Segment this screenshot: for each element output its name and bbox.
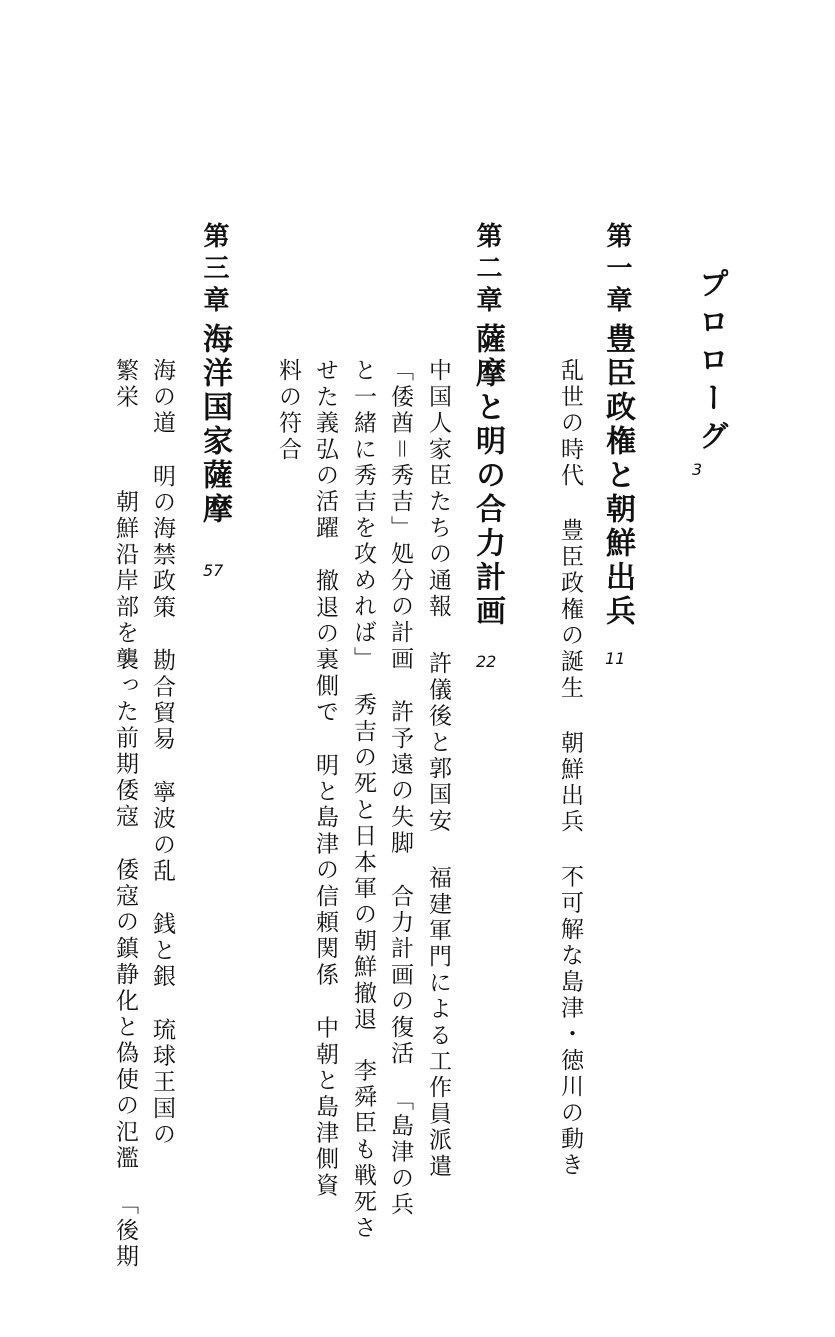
prologue-title[interactable]: プロローグ bbox=[693, 268, 728, 458]
chapter-3-page-number: 57 bbox=[203, 561, 224, 580]
toc-item[interactable]: せた義弘の活躍 bbox=[312, 358, 338, 542]
chapter-3-title[interactable]: 海洋国家薩摩 bbox=[197, 323, 232, 527]
toc-item[interactable]: 乱世の時代 bbox=[557, 358, 583, 489]
chapter-2-line-2 bbox=[388, 358, 411, 1218]
toc-item[interactable]: 秀吉の死と日本軍の朝鮮撤退 bbox=[350, 692, 376, 1034]
toc-item[interactable]: 琉球王国の bbox=[149, 1017, 175, 1149]
prologue-page-number: 3 bbox=[692, 460, 703, 479]
toc-item[interactable]: 明の海禁政策 bbox=[149, 463, 175, 621]
toc-item[interactable]: 中国人家臣たちの通報 bbox=[425, 358, 451, 620]
toc-item[interactable]: 不可解な島津・徳川の動き bbox=[557, 864, 583, 1179]
toc-item[interactable]: 「後期 bbox=[112, 1191, 138, 1271]
chapter-3-line-2 bbox=[113, 358, 136, 1270]
toc-item[interactable]: 合力計画の復活 bbox=[387, 883, 413, 1068]
toc-item[interactable]: 料の符合 bbox=[275, 358, 301, 463]
toc-item[interactable]: 福建軍門による工作員派遣 bbox=[425, 865, 451, 1180]
toc-item[interactable]: 勘合貿易 bbox=[149, 647, 175, 753]
chapter-1-page-number: 11 bbox=[605, 649, 626, 668]
chapter-2-line-4 bbox=[313, 358, 336, 1199]
chapter-1-subsections bbox=[558, 358, 581, 1179]
chapter-2-label: 第二章 bbox=[472, 222, 502, 318]
toc-item[interactable]: 豊臣政権の誕生 bbox=[557, 518, 583, 702]
chapter-3-line-1 bbox=[150, 358, 173, 1148]
toc-item[interactable]: 許予遠の失脚 bbox=[387, 699, 413, 857]
toc-item[interactable]: 李舜臣も戦死さ bbox=[350, 1058, 376, 1242]
toc-item[interactable]: 朝鮮出兵 bbox=[557, 730, 583, 836]
toc-item[interactable]: 繁栄 bbox=[112, 358, 138, 411]
toc-item[interactable]: 「島津の兵 bbox=[387, 1087, 413, 1219]
chapter-3-label: 第三章 bbox=[199, 222, 229, 318]
chapter-2-line-5 bbox=[276, 358, 299, 463]
toc-item[interactable]: 「倭酋＝秀吉」処分の計画 bbox=[387, 358, 413, 673]
chapter-2-line-3 bbox=[351, 358, 374, 1241]
chapter-2-line-1 bbox=[426, 358, 449, 1180]
chapter-2-page-number: 22 bbox=[476, 652, 497, 671]
toc-item[interactable]: 寧波の乱 bbox=[149, 779, 175, 885]
chapter-1-label: 第一章 bbox=[602, 222, 632, 318]
toc-item[interactable]: と一緒に秀吉を攻めれば」 bbox=[350, 358, 376, 673]
chapter-2-title[interactable]: 薩摩と明の合力計画 bbox=[470, 323, 505, 629]
toc-item[interactable]: 許儀後と郭国安 bbox=[425, 651, 451, 835]
toc-item[interactable]: 撤退の裏側で bbox=[312, 568, 338, 726]
toc-item[interactable]: 倭寇の鎮静化と偽使の氾濫 bbox=[112, 857, 138, 1172]
toc-item[interactable]: 海の道 bbox=[149, 358, 175, 437]
chapter-1-title[interactable]: 豊臣政権と朝鮮出兵 bbox=[600, 323, 635, 629]
toc-item[interactable]: 朝鮮沿岸部を襲った前期倭寇 bbox=[112, 489, 138, 831]
toc-item[interactable]: 明と島津の信頼関係 bbox=[312, 752, 338, 989]
toc-item[interactable]: 中朝と島津側資 bbox=[312, 1015, 338, 1199]
toc-item[interactable]: 銭と銀 bbox=[149, 911, 175, 991]
